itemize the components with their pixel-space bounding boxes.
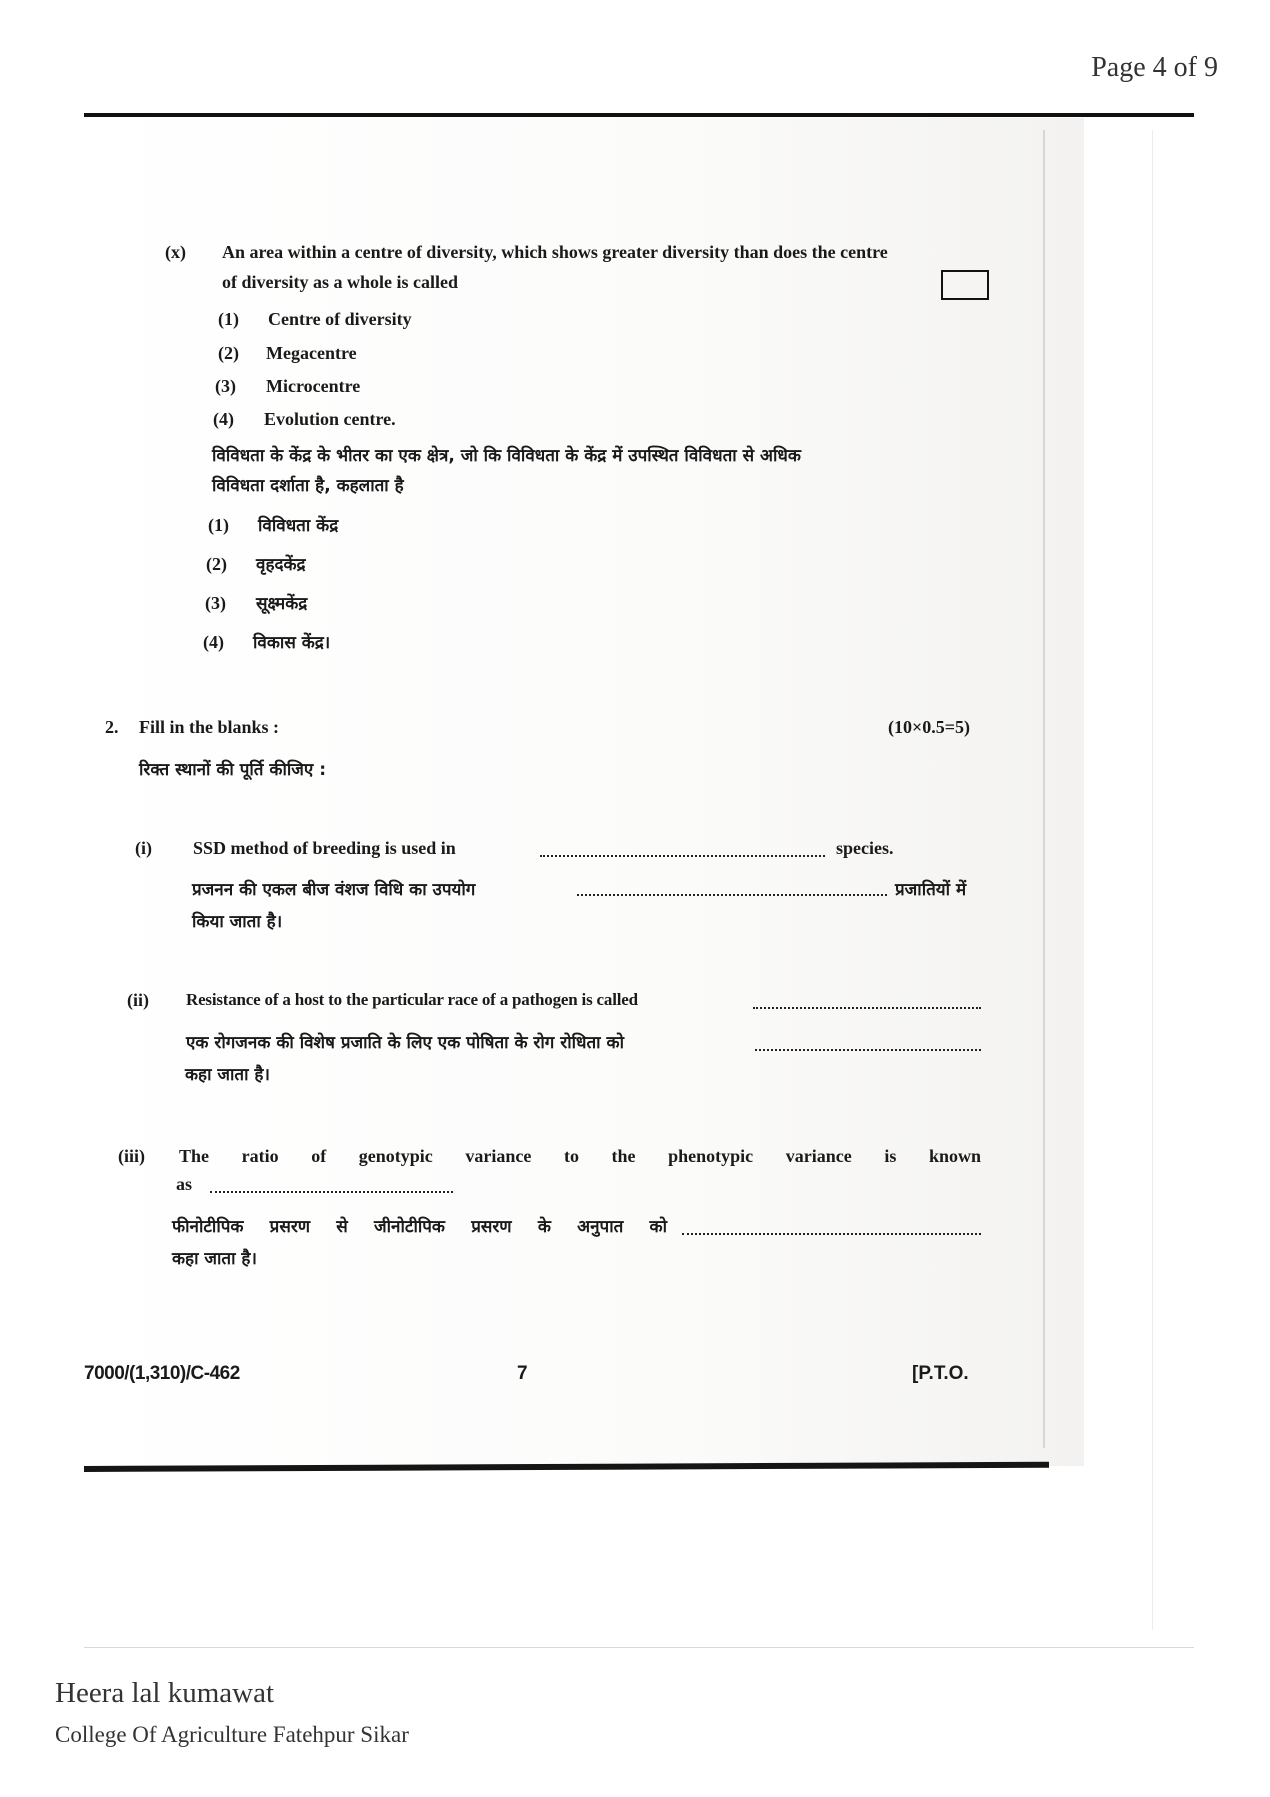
option-num: (1) xyxy=(208,515,229,535)
blank-item-text-hi: एक रोगजनक की विशेष प्रजाति के लिए एक पोषिता के रोग रोधिता को xyxy=(186,1033,624,1053)
word: variance xyxy=(465,1146,532,1166)
option-label: Microcentre xyxy=(266,376,361,396)
blank-item-num: (iii) xyxy=(118,1146,145,1166)
college-name: College Of Agriculture Fatehpur Sikar xyxy=(55,1722,409,1747)
word: प्रसरण xyxy=(471,1217,512,1237)
blank-item-text-hi-line2: किया जाता है। xyxy=(192,912,283,932)
word: अनुपात xyxy=(577,1217,624,1237)
question-x-text-hi-line1: विविधता के केंद्र के भीतर का एक क्षेत्र, जो कि विविधता के केंद्र में उपस्थित विविधता से अधिक xyxy=(212,446,801,466)
blank-item-text-en: SSD method of breeding is used in xyxy=(193,838,456,858)
word: is xyxy=(884,1146,897,1166)
word: जीनोटीपिक xyxy=(374,1217,445,1237)
word: प्रसरण xyxy=(269,1217,311,1237)
question-2-marks: (10×0.5=5) xyxy=(888,717,971,737)
word: variance xyxy=(785,1146,852,1166)
page-indicator: Page 4 of 9 xyxy=(1091,52,1218,83)
word: फीनोटीपिक xyxy=(172,1217,244,1237)
blank-item-text-en-after: species. xyxy=(836,838,894,858)
option-label: Centre of diversity xyxy=(268,309,412,329)
author-name: Heera lal kumawat xyxy=(55,1677,275,1709)
option-label: Evolution centre. xyxy=(264,409,396,429)
footer-divider xyxy=(84,1647,1194,1648)
question-x-text-en-line1: An area within a centre of diversity, which shows greater diversity than does the centre xyxy=(222,242,888,262)
word: के xyxy=(537,1217,551,1237)
sheet-edge-shadow xyxy=(1043,130,1045,1448)
question-x-number: (x) xyxy=(165,242,186,262)
option-label: सूक्ष्मकेंद्र xyxy=(256,594,308,614)
blank-item-text-hi-line2: कहा जाता है। xyxy=(172,1249,257,1269)
blank-line[interactable] xyxy=(753,1007,981,1009)
paper-code: 7000/(1,310)/C-462 xyxy=(84,1363,240,1384)
question-x-text-hi-line2: विविधता दर्शाता है, कहलाता है xyxy=(212,476,404,496)
blank-item-text-hi-after: प्रजातियों में xyxy=(895,880,967,900)
blank-line[interactable] xyxy=(540,855,825,857)
blank-line[interactable] xyxy=(682,1233,981,1235)
word: to xyxy=(563,1146,579,1166)
blank-item-text-hi-justified xyxy=(172,1214,667,1237)
word: से xyxy=(336,1217,348,1237)
blank-item-num: (ii) xyxy=(127,990,149,1010)
blank-item-text-hi: प्रजनन की एकल बीज वंशज विधि का उपयोग xyxy=(192,880,476,900)
sheet-edge-faint xyxy=(1152,130,1153,1630)
blank-item-text-hi-line2: कहा जाता है। xyxy=(185,1065,270,1085)
question-2-number: 2. xyxy=(105,717,119,737)
blank-item-text-en: Resistance of a host to the particular race of a pathogen is called xyxy=(186,990,638,1009)
top-rule xyxy=(84,113,1194,117)
word: of xyxy=(311,1146,327,1166)
word: ratio xyxy=(241,1146,279,1166)
blank-item-text-en-line2: as xyxy=(176,1174,193,1194)
question-2-title-hi: रिक्त स्थानों की पूर्ति कीजिए : xyxy=(139,760,327,780)
option-label: विकास केंद्र। xyxy=(253,633,331,653)
option-num: (3) xyxy=(205,593,226,613)
answer-box[interactable] xyxy=(941,270,989,300)
option-num: (2) xyxy=(218,343,239,363)
word: the xyxy=(611,1146,636,1166)
blank-line[interactable] xyxy=(755,1049,981,1051)
pto-mark: [P.T.O. xyxy=(912,1363,969,1384)
option-num: (4) xyxy=(203,632,224,652)
question-2-title-en: Fill in the blanks : xyxy=(139,717,280,737)
word: genotypic xyxy=(358,1146,433,1166)
question-x-text-en-line2: of diversity as a whole is called xyxy=(222,272,458,292)
option-label: वृहदकेंद्र xyxy=(256,555,306,575)
blank-item-num: (i) xyxy=(135,838,152,858)
word: known xyxy=(928,1146,981,1166)
sheet-page-number: 7 xyxy=(517,1363,528,1384)
word: The xyxy=(179,1146,210,1166)
option-label: विविधता केंद्र xyxy=(258,516,339,536)
blank-line[interactable] xyxy=(210,1191,453,1193)
option-num: (3) xyxy=(215,376,236,396)
option-num: (4) xyxy=(213,409,234,429)
word: phenotypic xyxy=(668,1146,754,1166)
word: को xyxy=(649,1217,667,1237)
option-num: (2) xyxy=(206,554,227,574)
option-label: Megacentre xyxy=(266,343,357,363)
blank-item-text-en-justified xyxy=(179,1146,981,1167)
option-num: (1) xyxy=(218,309,239,329)
blank-line[interactable] xyxy=(577,894,887,896)
